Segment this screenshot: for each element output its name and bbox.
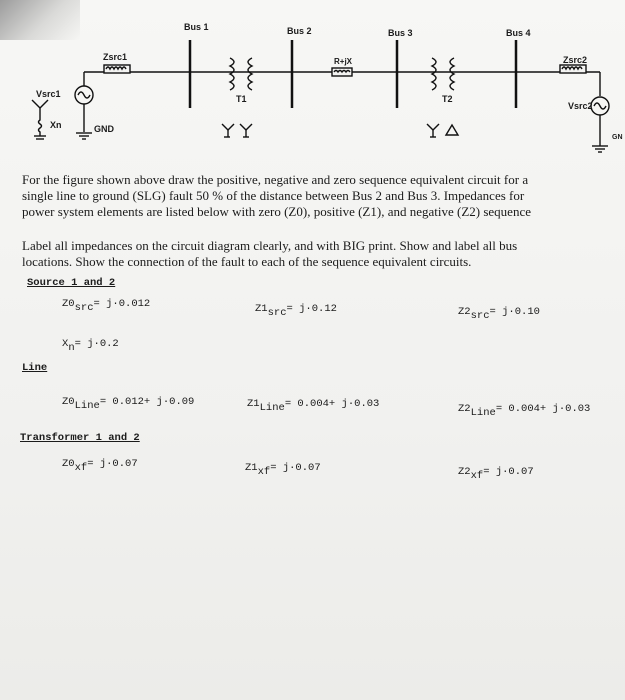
z1-xf: Z1xf= j·0.07 <box>245 462 321 478</box>
transformer-1-primary <box>230 58 234 90</box>
zsrc1-impedance-box <box>104 65 130 73</box>
instruction-line-2: locations. Show the connection of the fault to each of the sequence equivalent circuits. <box>22 254 472 269</box>
bus-4-label: Bus 4 <box>506 28 531 38</box>
problem-line-3: power system elements are listed below with zero (Z0), positive (Z1), and negative (Z2) sequence <box>22 204 531 219</box>
z2-xf: Z2xf= j·0.07 <box>458 466 534 482</box>
bus-2-label: Bus 2 <box>287 26 312 36</box>
xn-value: Xn= j·0.2 <box>62 338 119 354</box>
transformer-2-label: T2 <box>442 94 453 104</box>
vsrc2-label: Vsrc2 <box>568 101 593 111</box>
problem-line-1: For the figure shown above draw the positive, negative and zero sequence equivalent circuit for a <box>22 172 529 187</box>
zsrc2-label: Zsrc2 <box>563 55 588 65</box>
z0-src: Z0src= j·0.012 <box>62 298 151 314</box>
xn-label: Xn <box>50 120 62 130</box>
gnd2-label: GN <box>612 134 623 141</box>
z0-xf: Z0xf= j·0.07 <box>62 458 138 474</box>
line-heading: Line <box>22 362 48 374</box>
zsrc1-label: Zsrc1 <box>103 52 128 62</box>
line-impedance-label: R+jX <box>334 57 353 66</box>
zsrc2-impedance-box <box>560 65 586 73</box>
xn-reactor <box>39 116 42 136</box>
one-line-diagram <box>0 0 625 160</box>
problem-line-2: single line to ground (SLG) fault 50 % of the distance between Bus 2 and Bus 3. Impedances for <box>22 188 525 203</box>
z2-line: Z2Line= 0.004+ j·0.03 <box>458 403 591 419</box>
instruction-line-1: Label all impedances on the circuit diagram clearly, and with BIG print. Show and label all bus <box>22 238 518 253</box>
transformer-heading: Transformer 1 and 2 <box>20 432 140 444</box>
delta-symbol <box>446 125 458 135</box>
z2-src: Z2src= j·0.10 <box>458 306 540 322</box>
transformer-1-secondary <box>248 58 252 90</box>
gnd-label: GND <box>94 124 114 134</box>
z0-line: Z0Line= 0.012+ j·0.09 <box>62 396 195 412</box>
bus-1-label: Bus 1 <box>184 22 209 32</box>
transformer-2-primary <box>432 58 436 90</box>
z1-src: Z1src= j·0.12 <box>255 303 337 319</box>
z1-line: Z1Line= 0.004+ j·0.03 <box>247 398 380 414</box>
transformer-1-label: T1 <box>236 94 247 104</box>
transformer-2-secondary <box>450 58 454 90</box>
vsrc1-label: Vsrc1 <box>36 89 61 99</box>
bus-3-label: Bus 3 <box>388 28 413 38</box>
source-heading: Source 1 and 2 <box>27 277 116 289</box>
